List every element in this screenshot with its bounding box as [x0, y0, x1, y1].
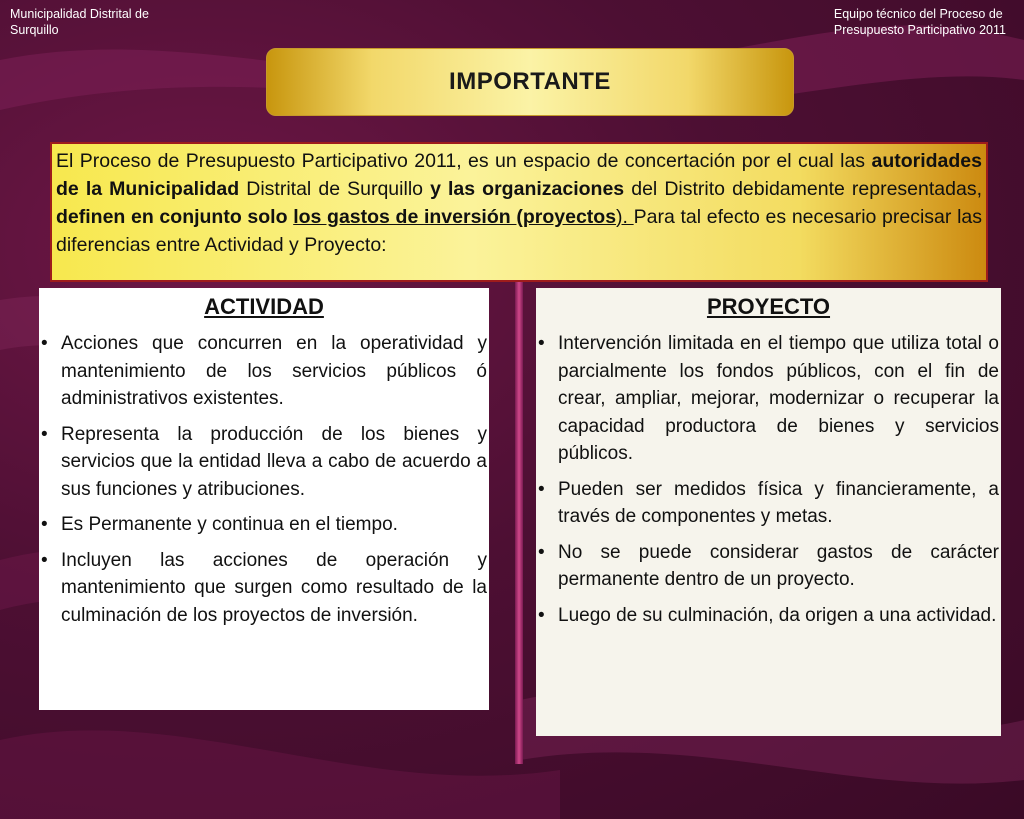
vertical-divider: [515, 282, 523, 764]
header-org-line2: Surquillo: [10, 23, 59, 37]
actividad-item: [39, 330, 487, 413]
actividad-item-text: Representa la producción de los bienes y servicios que la entidad lleva a cabo de acuerdo a sus funciones y atribuciones.: [61, 423, 487, 500]
proyecto-list: [536, 330, 1001, 629]
bullet-icon: •: [41, 514, 48, 535]
proyecto-item: [536, 539, 999, 594]
proyecto-heading: PROYECTO: [706, 294, 831, 319]
intro-box: [50, 142, 988, 282]
intro-text-6: Para tal efecto es necesario precisar las diferencias entre Actividad y Proyecto:: [56, 206, 982, 256]
actividad-list: [39, 330, 489, 629]
proyecto-item-text: Intervención limitada en el tiempo que utiliza total o parcialmente los fondos públicos, con el fin de crear, ampliar, mejorar, modernizar o recuperar la capacidad productora de bienes y servicios públicos.: [558, 333, 999, 464]
slide-title: IMPORTANTE: [449, 68, 611, 95]
bullet-icon: •: [538, 604, 545, 626]
proyecto-item: [536, 330, 999, 468]
actividad-item: [39, 547, 487, 630]
actividad-item: [39, 421, 487, 504]
proyecto-item-text: Pueden ser medidos física y financieramente, a través de componentes y metas.: [558, 478, 999, 527]
actividad-panel: [39, 288, 489, 710]
header-team-line2: Presupuesto Participativo 2011: [833, 23, 1006, 37]
proyecto-panel: [536, 288, 1001, 736]
proyecto-item-text: Luego de su culminación, da origen a una actividad.: [558, 604, 997, 626]
bullet-icon: •: [41, 423, 48, 445]
header-team-line1: Equipo técnico del Proceso de: [833, 7, 1003, 21]
actividad-item-text: Acciones que concurren en la operatividad y mantenimiento de los servicios públicos ó administrativos existentes.: [61, 333, 487, 409]
header-org-line1: Municipalidad Distrital de: [10, 7, 149, 21]
bullet-icon: •: [538, 333, 545, 354]
bullet-icon: •: [41, 549, 48, 571]
header-team: [834, 6, 1006, 38]
intro-bold-2: y las organizaciones: [430, 178, 625, 200]
bullet-icon: •: [538, 478, 545, 500]
bullet-icon: •: [41, 333, 48, 354]
intro-text-5: ).: [616, 206, 634, 228]
intro-bold-3: definen en conjunto solo: [56, 206, 288, 228]
intro-text-3: del Distrito debidamente representadas,: [624, 178, 982, 200]
intro-bold-underlined: los gastos de inversión (proyectos: [293, 206, 617, 228]
actividad-item: [39, 511, 487, 539]
intro-text-1: El Proceso de Presupuesto Participativo 2011, es un espacio de concertación por el cual las: [56, 150, 872, 172]
proyecto-item: [536, 602, 999, 630]
proyecto-item: [536, 476, 999, 531]
intro-bold-1: autoridades de la Municipalidad: [56, 150, 982, 200]
header-organization: [10, 6, 149, 38]
actividad-heading: ACTIVIDAD: [204, 294, 324, 319]
proyecto-item-text: No se puede considerar gastos de carácter permanente dentro de un proyecto.: [558, 541, 999, 590]
actividad-item-text: Es Permanente y continua en el tiempo.: [61, 514, 398, 535]
actividad-item-text: Incluyen las acciones de operación y mantenimiento que surgen como resultado de la culminación de los proyectos de inversión.: [61, 549, 487, 626]
bullet-icon: •: [538, 541, 545, 563]
title-banner: [266, 48, 794, 116]
intro-text-2: Distrital de Surquillo: [239, 178, 431, 200]
